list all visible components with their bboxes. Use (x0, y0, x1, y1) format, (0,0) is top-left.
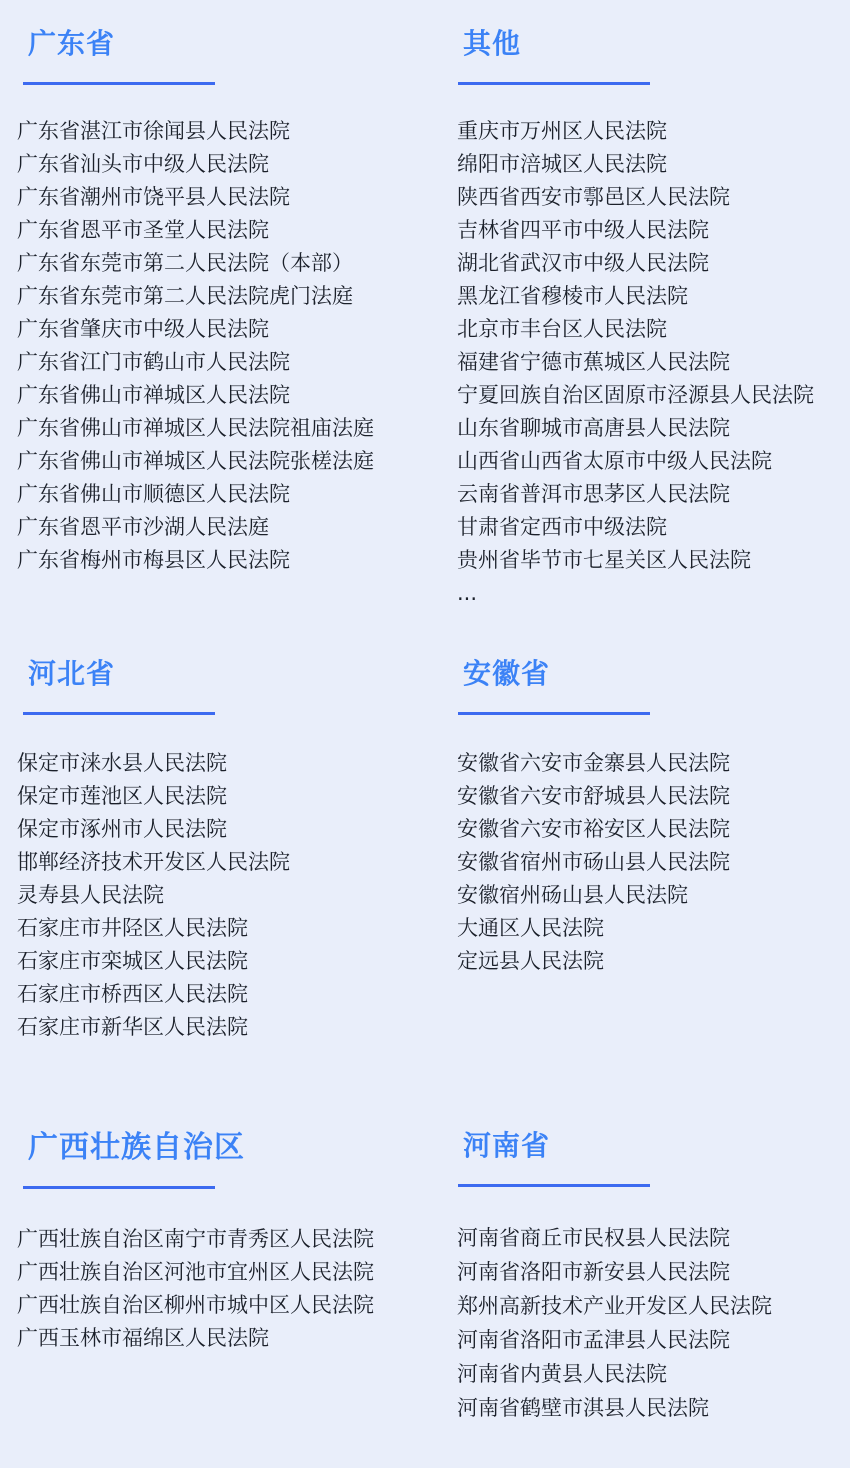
court-list-item: 重庆市万州区人民法院 (457, 119, 667, 143)
section-title-hebei: 河北省 (28, 657, 116, 690)
court-list-item: 山东省聊城市高唐县人民法院 (457, 416, 730, 440)
court-list-item: 广东省肇庆市中级人民法院 (17, 317, 269, 341)
section-underline (458, 1184, 650, 1187)
court-list-item: 定远县人民法院 (457, 949, 604, 973)
court-list-item: 安徽省宿州市砀山县人民法院 (457, 850, 730, 874)
court-list-item: 广西壮族自治区河池市宜州区人民法院 (17, 1260, 374, 1284)
court-list-item: 河南省商丘市民权县人民法院 (457, 1226, 730, 1250)
court-list-henan (457, 1221, 850, 1425)
court-list-other (457, 115, 850, 577)
court-list-item: 石家庄市栾城区人民法院 (17, 949, 248, 973)
court-list-item: 石家庄市井陉区人民法院 (17, 916, 248, 940)
court-list-item: 广东省佛山市禅城区人民法院 (17, 383, 290, 407)
section-hebei (17, 656, 437, 1044)
court-list-item: 河南省内黄县人民法院 (457, 1362, 667, 1386)
section-title-henan: 河南省 (463, 1129, 551, 1162)
section-guangdong (17, 26, 437, 577)
court-list-item: 保定市涞水县人民法院 (17, 751, 227, 775)
court-list-item: 大通区人民法院 (457, 916, 604, 940)
court-list-item: 广东省江门市鹤山市人民法院 (17, 350, 290, 374)
court-list-item: 安徽省六安市金寨县人民法院 (457, 751, 730, 775)
section-underline (23, 712, 215, 715)
court-list-item: 广东省恩平市圣堂人民法院 (17, 218, 269, 242)
court-list-item: 广东省佛山市禅城区人民法院祖庙法庭 (17, 416, 374, 440)
court-list-item: 安徽省六安市裕安区人民法院 (457, 817, 730, 841)
court-list-item: 广东省梅州市梅县区人民法院 (17, 548, 290, 572)
section-underline (23, 1186, 215, 1189)
court-list-item: 石家庄市新华区人民法院 (17, 1015, 248, 1039)
court-list-item: 福建省宁德市蕉城区人民法院 (457, 350, 730, 374)
court-list-item: 甘肃省定西市中级法院 (457, 515, 667, 539)
court-list-item: 湖北省武汉市中级人民法院 (457, 251, 709, 275)
section-title-anhui: 安徽省 (463, 657, 551, 690)
court-list-item: 河南省洛阳市新安县人民法院 (457, 1260, 730, 1284)
court-list-item: 保定市涿州市人民法院 (17, 817, 227, 841)
court-list-item: 绵阳市涪城区人民法院 (457, 152, 667, 176)
section-title-other: 其他 (463, 27, 522, 60)
court-list-item: 黑龙江省穆棱市人民法院 (457, 284, 688, 308)
court-list-item: 宁夏回族自治区固原市泾源县人民法院 (457, 383, 814, 407)
court-list-item: 吉林省四平市中级人民法院 (457, 218, 709, 242)
court-list-item: 广东省潮州市饶平县人民法院 (17, 185, 290, 209)
court-list-item: 贵州省毕节市七星关区人民法院 (457, 548, 751, 572)
section-title-guangxi: 广西壮族自治区 (28, 1130, 245, 1165)
court-list-item: 安徽省六安市舒城县人民法院 (457, 784, 730, 808)
court-list-item: 安徽宿州砀山县人民法院 (457, 883, 688, 907)
court-list-item: 河南省鹤壁市淇县人民法院 (457, 1396, 709, 1420)
section-anhui (452, 656, 850, 978)
section-underline (23, 82, 215, 85)
court-list-item: 广东省恩平市沙湖人民法庭 (17, 515, 269, 539)
section-henan (452, 1128, 850, 1425)
court-list-item: 灵寿县人民法院 (17, 883, 164, 907)
court-list-item: 广西壮族自治区南宁市青秀区人民法院 (17, 1227, 374, 1251)
court-list-other-more (457, 577, 850, 610)
court-list-item: 广西玉林市福绵区人民法院 (17, 1326, 269, 1350)
court-list-item: 邯郸经济技术开发区人民法院 (17, 850, 290, 874)
court-list-item: 广东省东莞市第二人民法院虎门法庭 (17, 284, 353, 308)
court-list-item: 石家庄市桥西区人民法院 (17, 982, 248, 1006)
court-list-guangdong (17, 115, 437, 577)
court-list-item: 广东省佛山市禅城区人民法院张槎法庭 (17, 449, 374, 473)
court-list-item: 河南省洛阳市孟津县人民法院 (457, 1328, 730, 1352)
court-list-item: 保定市莲池区人民法院 (17, 784, 227, 808)
court-list-item: 广东省汕头市中级人民法院 (17, 152, 269, 176)
court-list-item: 陕西省西安市鄠邑区人民法院 (457, 185, 730, 209)
court-list-guangxi (17, 1223, 437, 1355)
court-list-item: 山西省山西省太原市中级人民法院 (457, 449, 772, 473)
court-list-item: 北京市丰台区人民法院 (457, 317, 667, 341)
court-list-hebei (17, 747, 437, 1044)
section-other (452, 26, 850, 610)
court-list-item: 广东省湛江市徐闻县人民法院 (17, 119, 290, 143)
court-list-item: 郑州高新技术产业开发区人民法院 (457, 1294, 772, 1318)
section-underline (458, 82, 650, 85)
court-list-item: 云南省普洱市思茅区人民法院 (457, 482, 730, 506)
court-list-anhui (457, 747, 850, 978)
section-title-guangdong: 广东省 (28, 27, 116, 60)
section-guangxi (17, 1130, 437, 1355)
truncation-ellipsis: ... (457, 581, 478, 605)
court-list-item: 广西壮族自治区柳州市城中区人民法院 (17, 1293, 374, 1317)
court-list-item: 广东省佛山市顺德区人民法院 (17, 482, 290, 506)
section-underline (458, 712, 650, 715)
court-list-item: 广东省东莞市第二人民法院（本部） (17, 251, 353, 275)
